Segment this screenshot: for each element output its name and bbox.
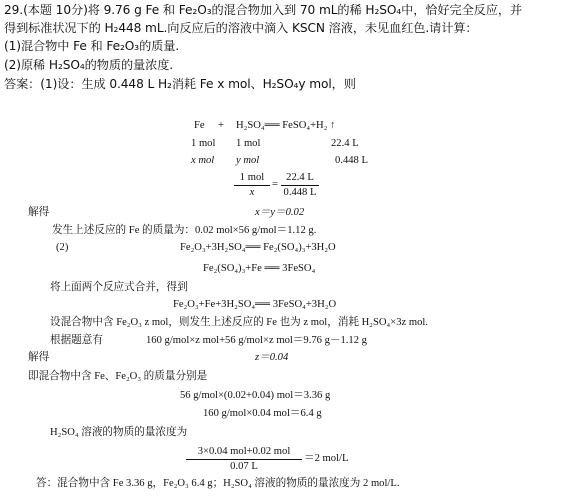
fraction-equals: =: [272, 179, 278, 190]
solve-label-1: 解得: [28, 207, 50, 218]
equation-3: Fe₂(SO₄)₃+Fe ══ 3FeSO₄: [203, 263, 316, 274]
fraction-volume-num: 22.4 L: [281, 171, 319, 186]
final-answer: 答：混合物中含 Fe 3.36 g，Fe₂O₃ 6.4 g；H₂SO₄ 溶液的物质的量浓度为 2 mol/L.: [36, 478, 400, 489]
question-line-4: (2)原稀 H₂SO₄的物质的量浓度.: [4, 58, 174, 72]
concentration-num: 3×0.04 mol+0.02 mol: [186, 445, 302, 460]
solve-label-2: 解得: [28, 352, 50, 363]
eq1-x-mol: x mol: [191, 155, 215, 166]
mass-equation: 160 g/mol×z mol+56 g/mol×z mol＝9.76 g－1.12 g: [146, 335, 367, 346]
eq1-vol-1: 22.4 L: [331, 138, 359, 149]
concentration-den: 0.07 L: [230, 461, 258, 472]
eq1-mol-fe: 1 mol: [191, 138, 216, 149]
question-line-2: 得到标准状况下的 H₂448 mL.向反应后的溶液中滴入 KSCN 溶液，未见血红色.请计算：: [4, 21, 478, 35]
z-result: z＝0.04: [255, 352, 289, 363]
fe2o3-mass: 160 g/mol×0.04 mol＝6.4 g: [203, 408, 322, 419]
fraction-volume-den: 0.448 L: [283, 187, 317, 198]
eq1-reaction: H₂SO₄══ FeSO₄+H₂ ↑: [236, 120, 336, 131]
fraction-mol-num: 1 mol: [234, 171, 270, 186]
xy-result: x＝y＝0.02: [255, 207, 305, 218]
fe-mass-line: 发生上述反应的 Fe 的质量为：0.02 mol×56 g/mol＝1.12 g.: [52, 225, 317, 236]
eq1-fe: Fe: [194, 120, 205, 131]
fraction-mol-den: x: [249, 187, 255, 198]
answer-intro: 答案：(1)设：生成 0.448 L H₂消耗 Fe x mol、H₂SO₄y mol，则: [4, 77, 356, 91]
question-line-1: 29.(本题 10分)将 9.76 g Fe 和 Fe₂O₃的混合物加入到 70 mL的稀 H₂SO₄中，恰好完全反应，并: [4, 3, 523, 17]
eq1-plus: +: [218, 120, 224, 131]
by-question-label: 根据题意有: [50, 335, 103, 346]
fraction-mol: [234, 171, 270, 200]
fe-total-mass: 56 g/mol×(0.02+0.04) mol＝3.36 g: [180, 390, 331, 401]
eq1-vol-2: 0.448 L: [335, 155, 368, 166]
eq1-mol-h2so4: 1 mol: [236, 138, 261, 149]
combine-line: 将上面两个反应式合并，得到: [50, 282, 188, 293]
concentration-intro: H₂SO₄ 溶液的物质的量浓度为: [50, 427, 188, 438]
eq1-y-mol: y mol: [236, 155, 260, 166]
equation-2: Fe₂O₃+3H₂SO₄══ Fe₂(SO₄)₃+3H₂O: [180, 242, 336, 253]
concentration-fraction: [186, 445, 302, 474]
equation-4: Fe₂O₃+Fe+3H₂SO₄══ 3FeSO₄+3H₂O: [173, 299, 337, 310]
part-2-label: (2): [56, 242, 69, 253]
fraction-volume: [281, 171, 319, 200]
concentration-result: ＝2 mol/L: [304, 453, 349, 464]
let-z-line: 设混合物中含 Fe₂O₃ z mol，则发生上述反应的 Fe 也为 z mol，消耗 H₂SO₄×3z mol.: [50, 317, 428, 328]
question-line-3: (1)混合物中 Fe 和 Fe₂O₃的质量.: [4, 39, 180, 53]
mass-intro: 即混合物中含 Fe、Fe₂O₃ 的质量分别是: [28, 371, 208, 382]
